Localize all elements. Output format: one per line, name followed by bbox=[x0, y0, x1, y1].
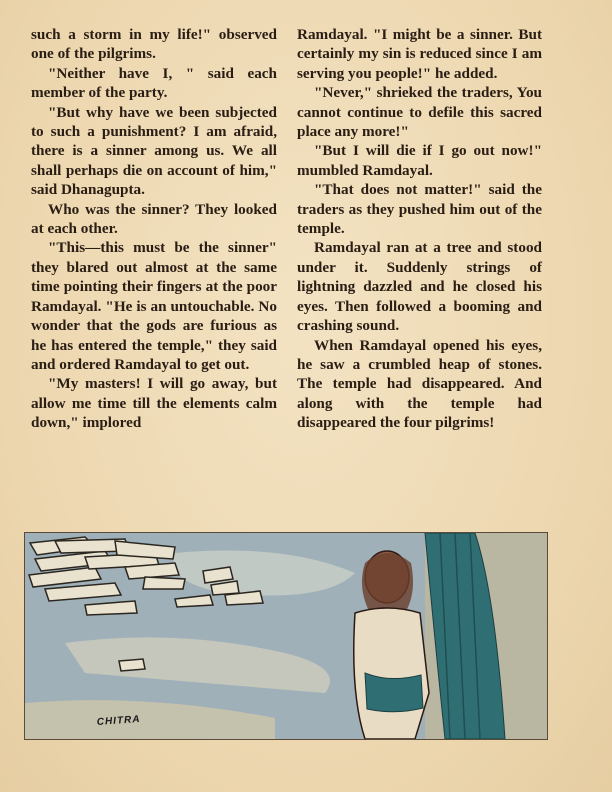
paragraph: Ramdayal. "I might be a sinner. But certainly my sin is reduced since I am serving you people!" he added. bbox=[297, 26, 542, 82]
story-illustration bbox=[24, 532, 548, 740]
text-column-right bbox=[297, 25, 542, 433]
paragraph: "My masters! I will go away, but allow me time till the elements calm down," implored bbox=[31, 375, 277, 432]
paragraph: "Neither have I, " said each member of the party. bbox=[31, 64, 277, 102]
paragraph: "But I will die if I go out now!" mumbled Ramdayal. bbox=[297, 142, 542, 179]
paragraph: Who was the sinner? They looked at each other. bbox=[31, 200, 277, 238]
paragraph: "That does not matter!" said the traders as they pushed him out of the temple. bbox=[297, 181, 542, 238]
paragraph: "But why have we been subjected to such a punishment? I am afraid, there is a sinner among us. We all shall perhaps die on account of him," said Dhanagupta. bbox=[31, 103, 277, 199]
text-column-left bbox=[31, 25, 277, 433]
artist-signature: CHITRA bbox=[96, 713, 141, 728]
paragraph: "Never," shrieked the traders, You cannot continue to defile this sacred place any more!" bbox=[297, 84, 542, 141]
paragraph: Ramdayal ran at a tree and stood under it. Suddenly strings of lightning dazzled and he closed his eyes. Then followed a booming and crashing sound. bbox=[297, 239, 542, 335]
ruins-scene bbox=[25, 533, 547, 739]
paragraph: "This—this must be the sinner" they blared out almost at the same time pointing their fingers at the poor Ramdayal. "He is an untouchable. No wonder that the gods are furious as he has entered the temple," they said and ordered Ramdayal to get out. bbox=[31, 239, 277, 373]
paragraph: such a storm in my life!" observed one of the pilgrims. bbox=[31, 26, 277, 63]
paragraph: When Ramdayal opened his eyes, he saw a crumbled heap of stones. The temple had disappeared. And along with the temple had disappeared the four pilgrims! bbox=[297, 336, 542, 432]
